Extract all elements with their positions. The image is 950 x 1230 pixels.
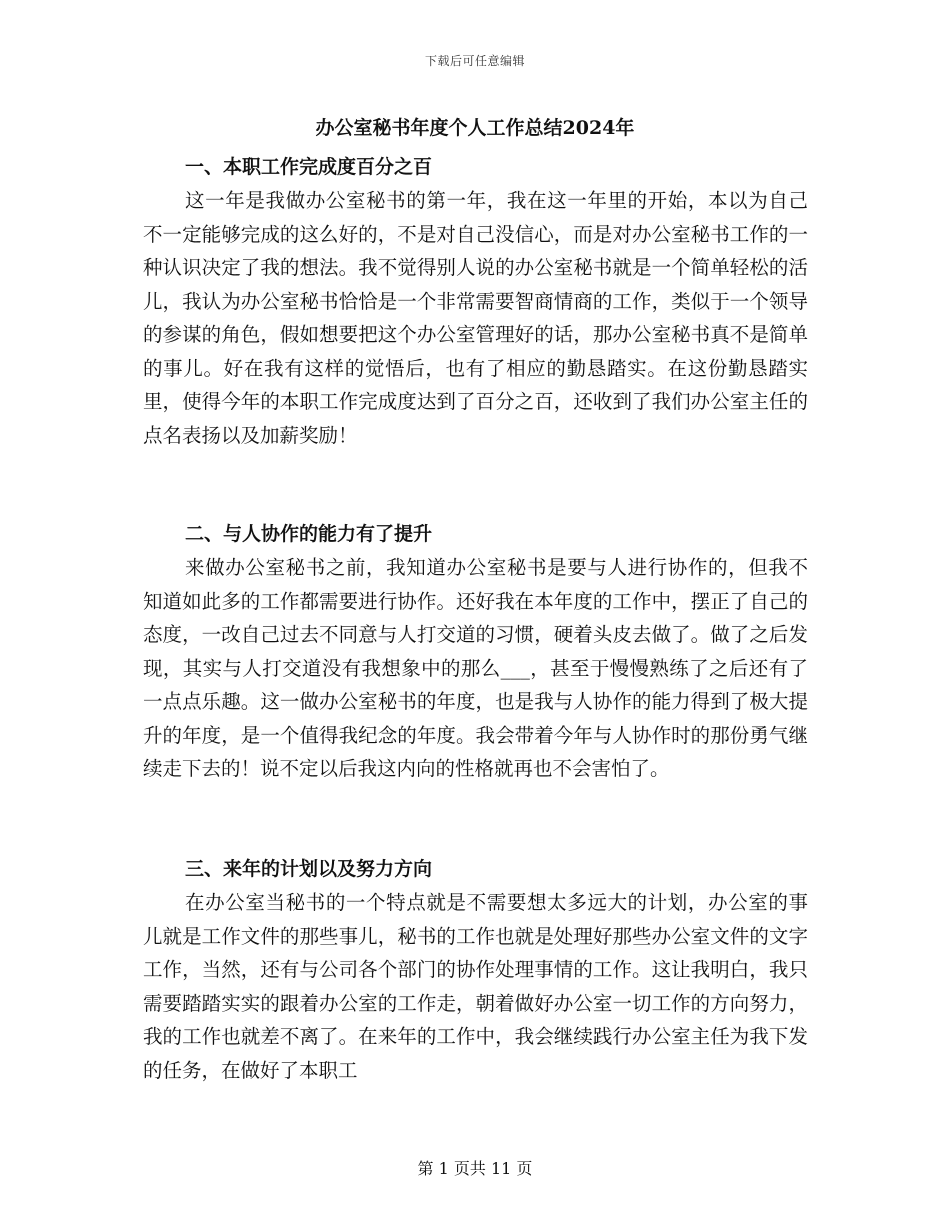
page-number: 第 1 页共 11 页	[417, 1159, 533, 1178]
document-body	[143, 150, 808, 452]
section-paragraph-1: 这一年是我做办公室秘书的第一年，我在这一年里的开始，本以为自己不一定能够完成的这么好的，不是对自己没信心，而是对办公室秘书工作的一种认识决定了我的想法。我不觉得别人说的办公室秘书就是一个简单轻松的活儿，我认为办公室秘书恰恰是一个非常需要智商情商的工作，类似于一个领导的参谋的角色，假如想要把这个办公室管理好的话，那办公室秘书真不是简单的事儿。好在我有这样的觉悟后，也有了相应的勤恳踏实。在这份勤恳踏实里，使得今年的本职工作完成度达到了百分之百，还收到了我们办公室主任的点名表扬以及加薪奖励！	[143, 189, 808, 447]
document-body-section-2	[143, 517, 808, 786]
section-heading-2: 二、与人协作的能力有了提升	[185, 523, 433, 545]
section-heading-1: 一、本职工作完成度百分之百	[185, 156, 433, 178]
section-paragraph-3: 在办公室当秘书的一个特点就是不需要想太多远大的计划，办公室的事儿就是工作文件的那些事儿，秘书的工作也就是处理好那些办公室文件的文字工作，当然，还有与公司各个部门的协作处理事情的工作。这让我明白，我只需要踏踏实实的跟着办公室的工作走，朝着做好办公室一切工作的方向努力，我的工作也就差不离了。在来年的工作中，我会继续践行办公室主任为我下发的任务，在做好了本职工	[143, 891, 808, 1082]
section-paragraph-2: 来做办公室秘书之前，我知道办公室秘书是要与人进行协作的，但我不知道如此多的工作都需要进行协作。还好我在本年度的工作中，摆正了自己的态度，一改自己过去不同意与人打交道的习惯，硬着头皮去做了。做了之后发现，其实与人打交道没有我想象中的那么___，甚至于慢慢熟练了之后还有了一点点乐趣。这一做办公室秘书的年度，也是我与人协作的能力得到了极大提升的年度，是一个值得我纪念的年度。我会带着今年与人协作时的那份勇气继续走下去的！说不定以后我这内向的性格就再也不会害怕了。	[143, 556, 808, 780]
document-title: 办公室秘书年度个人工作总结2024年	[315, 117, 635, 139]
page-header-note: 下载后可任意编辑	[424, 54, 525, 68]
section-heading-3: 三、来年的计划以及努力方向	[185, 858, 433, 880]
document-body-section-3	[143, 852, 808, 1087]
